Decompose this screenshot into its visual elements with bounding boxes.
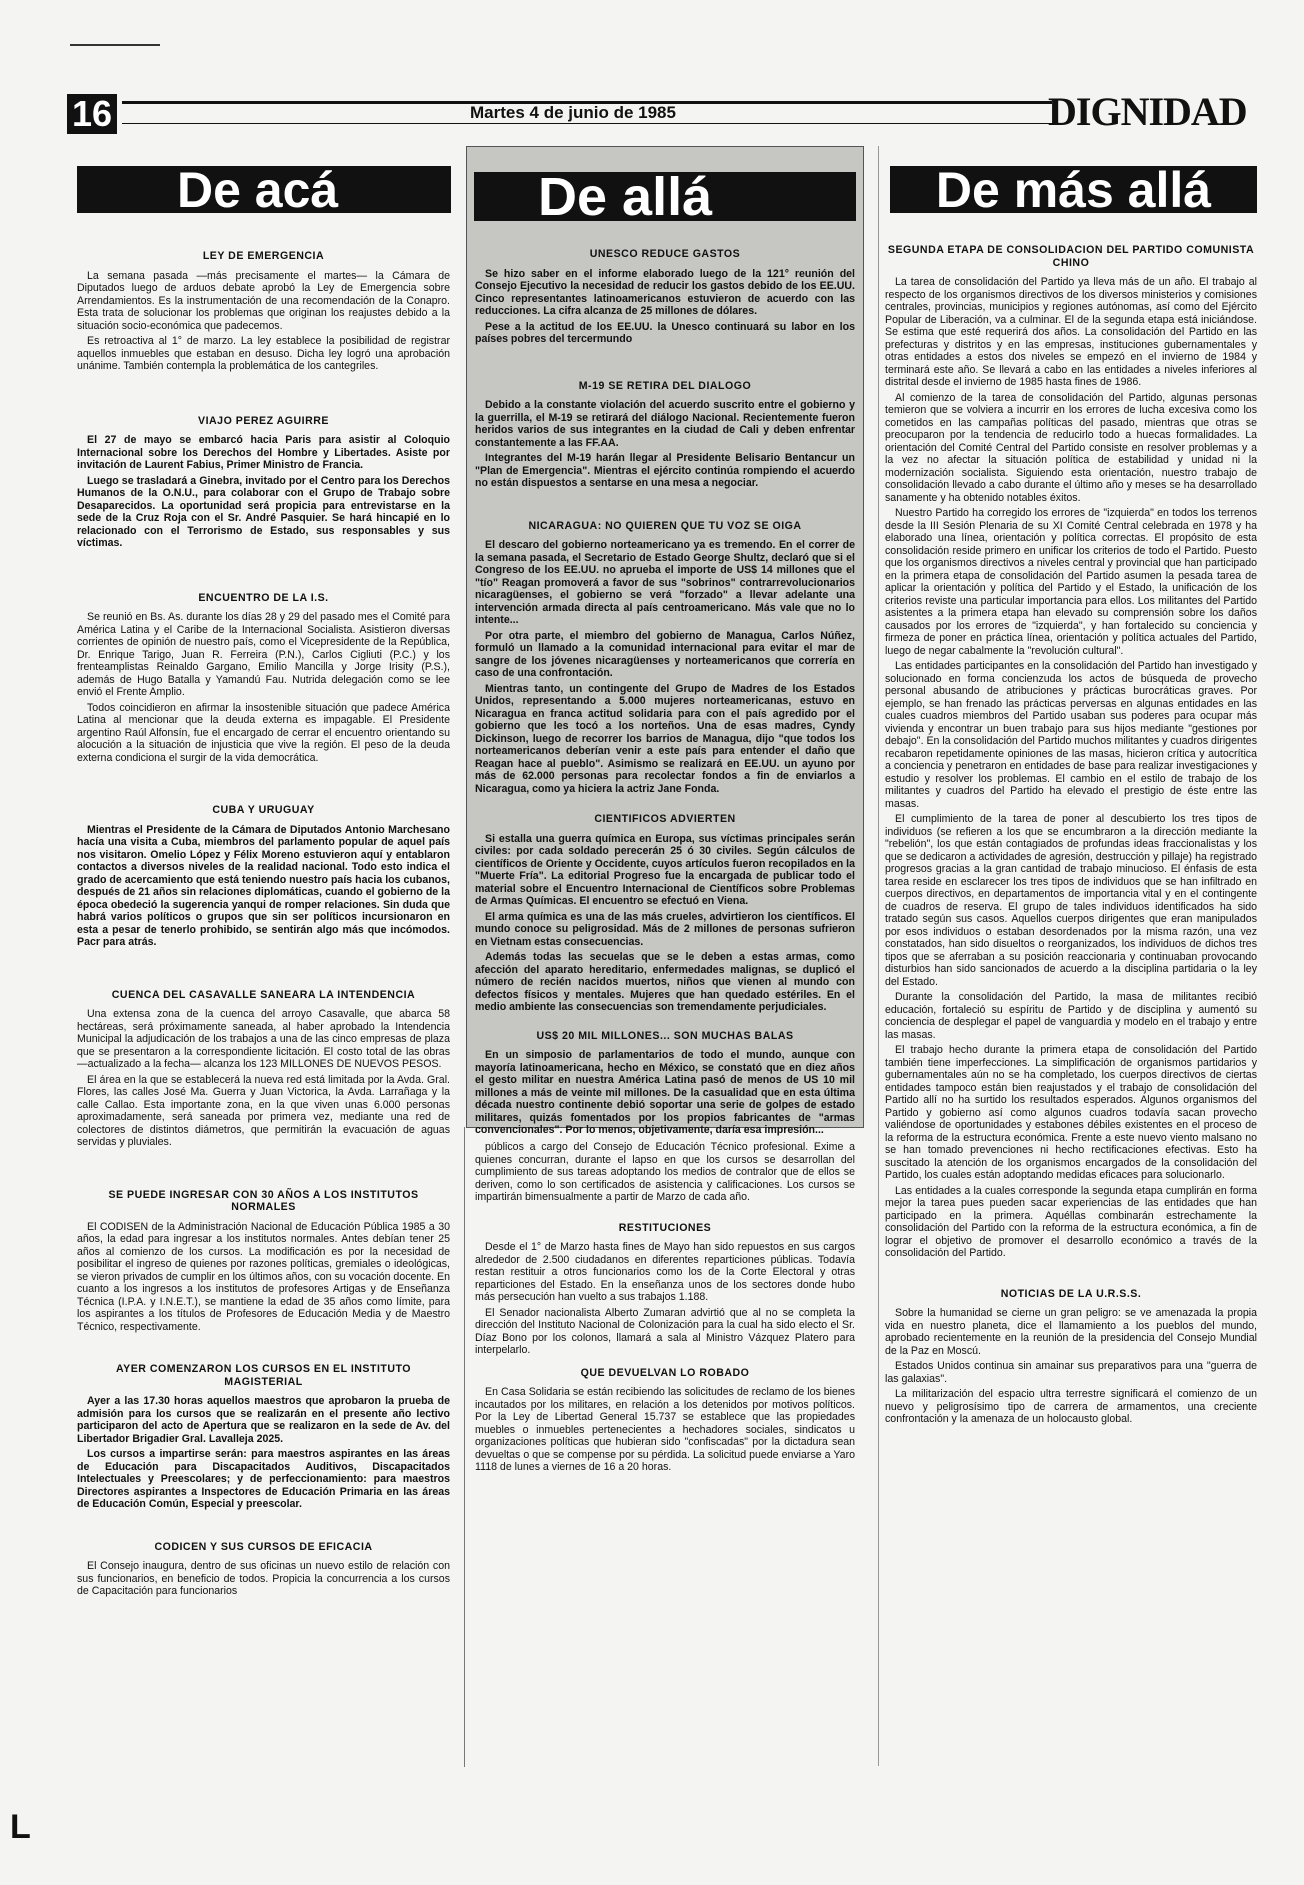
section-banner-left: De acá [77,166,451,213]
article-title: CUENCA DEL CASAVALLE SANEARA LA INTENDENCIA [111,988,416,1001]
article-paragraph: Mientras tanto, un contingente del Grupo de Madres de los Estados Unidos, representando a 5.000 mujeres norteamericanas, estuvo en Nicaragua en franca actitud solidaria para con el país agredido por el gobierno que les tocó a los norteños. Una de esas madres, Cyndy Dickinson, luego de recorrer los barrios de Managua, dijo "que todos los norteamericanos deberían venir a este país para entender el daño que Reagan hace al pueblo". Asimismo se realizará en EE.UU. un ayuno por más de 62.000 personas para recolectar fondos a fin de enviarlos a Nicaragua, como ya hiciera la actriz Jane Fonda. [475,682,855,795]
article-paragraph: La militarización del espacio ultra terrestre significará el comienzo de un nuevo y peligrosísimo tipo de carrera de armamentos, una creciente confrontación y la amenaza de un holocausto global. [885,1388,1257,1425]
article-paragraph: El arma química es una de las más crueles, advirtieron los científicos. El mundo conoce su peligrosidad. Más de 2 millones de personas sufrieron en Vietnam estas consecuencias. [475,910,855,948]
article-paragraph: El área en la que se establecerá la nueva red está limitada por la Avda. Gral. Flores, las calles José Ma. Guerra y Juan Victorica, la Avda. Larrañaga y la calle Callao. Esta importante zona, en la que viven unas 6.000 personas aproximadamente, será saneada por primera vez, mediante una red de colectores de distintos diámetros, que permitirán la evacuación de aguas servidas y pluviales. [77,1073,450,1148]
article-paragraph: Al comienzo de la tarea de consolidación del Partido, algunas personas temieron que se volviera a incurrir en los errores de lucha excesiva como los cometidos en las campañas políticas del pasado, mientras que otras se preocuparon por la tendencia de reducirlo todo a huecas formalidades. La orientación del Comité Central del Partido consiste en resolver problemas y a la vez no afectar la situación política de estabilidad y unidad ni la modernización socialista. Siguiendo esta orientación, nuestro trabajo de consolidación llevado a cabo durante el último año y meses se ha desarrollado sanamente y ha obtenido notables éxitos. [885,391,1257,504]
article-paragraph: Nuestro Partido ha corregido los errores de "izquierda" en todos los terrenos desde la III Sesión Plenaria de su XI Comité Central celebrada en 1978 y ha elaborado una línea, orientación y política correctas. El propósito de esta consolidación reside primero en unificar los criterios de todo el Partido. Puesto que los organismos directivos a niveles central y provincial que han participado en la primera etapa de consolidación del Partido asumen la pesada tarea de aplicar la orientación y política del Partido y el Estado, la unificación de los criterios reviste una particular importancia para ellos. Los militantes del Partido asistentes a la primera etapa han elevado su comprensión sobre los daños causados por los errores de "izquierda", y han fortalecido su conciencia y firmeza de poner en práctica línea, orientación y política actuales del Partido, luego de negar cabalmente la "revolución cultural". [885,507,1257,657]
article [475,520,855,796]
article-paragraph: El Senador nacionalista Alberto Zumaran advirtió que al no se completa la dirección del Instituto Nacional de Colonización para la cual ha sido electo el Sr. Díaz Bono por los colonos, llamará a sala al Ministro Vázquez Platero para interpelarlo. [475,1306,855,1356]
article-paragraph: públicos a cargo del Consejo de Educación Técnico profesional. Exime a quienes concurran, durante el lapso en que los cursos se desarrollan del cumplimiento de sus tareas adoptando los medios de contralor que de ellos se deriven, como lo son certificados de asistencia y calificaciones. Los cursos se impartirán bimensualmente a partir de Marzo de cada año. [475,1141,855,1203]
column-divider [464,1127,465,1767]
date-line: Martes 4 de junio de 1985 [470,103,676,122]
article-title: CUBA Y URUGUAY [212,804,315,816]
page-number: 16 [67,94,117,134]
article-paragraph: El CODISEN de la Administración Nacional de Educación Pública 1985 a 30 años, la edad para ingresar a los institutos normales. Antes debían tener 25 años al comienzo de los cursos. La modificación es por la necesidad de posibilitar el ingreso de quienes por razones políticas, gremiales o ideológicas, se vieron privados de cumplir en los últimos años, con su vocación docente. En cuanto a los ingresos a los institutos de profesores Artigas y de Enseñanza Técnica (I.P.A. y I.N.E.T.), se mantiene la edad de 35 años como límite, para los aspirantes a los títulos de Profesores de Educación Media y de Maestro Técnico, respectivamente. [77,1220,450,1333]
article-title: UNESCO REDUCE GASTOS [589,248,741,260]
article-paragraph: Mientras el Presidente de la Cámara de Diputados Antonio Marchesano hacía una visita a Cuba, miembros del parlamento popular de aquel país nos visitaron. Omelio López y Félix Moreno estuvieron aquí y entablaron contactos a diversos niveles de la realidad nacional. Todo esto indica el grado de acercamiento que está teniendo nuestro país hacia los cubanos, después de 21 años sin relaciones diplomáticas, cuando el gobierno de la época obedeció la sugerencia yanqui de romper relaciones. Sin duda que habrá varios políticos o grupos que sin ser políticos incursionaron en esta a pesar de tenerlo prohibido, se sentirán algo más que incómodos. Pacr para atrás. [77,823,450,948]
article-paragraph: En Casa Solidaria se están recibiendo las solicitudes de reclamo de los bienes incautados por los militares, en relación a los detenidos por motivos políticos. Por la Ley de Libertad General 15.737 se establece que las propiedades muebles o inmuebles pertenecientes a hechadores sociales, sindicatos u organizaciones políticas que hubieran sido "confiscadas" por la dictadura sean devueltas o que se compense por su pérdida. La solicitud puede enviarse a Yaro 1118 de lunes a viernes de 16 a 20 horas. [475,1386,855,1473]
article-paragraph: Además todas las secuelas que se le deben a estas armas, como afección del aparato hereditario, enfermedades malignas, se duplicó el número de recién nacidos muertos, niños que vienen al mundo con defectos físicos y mentales. Mujeres que han quedado estériles. En el medio ambiente las consecuencias son tremendamente perjudiciales. [475,951,855,1013]
article-title: QUE DEVUELVAN LO ROBADO [580,1366,750,1379]
header-rule-thin [122,123,1052,124]
article-paragraph: Las entidades a la cuales corresponde la segunda etapa cumplirán en forma mejor la tarea pues pueden sacar experiencias de las entidades que han participado en la primera. Aquéllas combinarán estrechamente la consolidación del Partido con la reforma de la estructura económica, a fin de lograr el objetivo de promover el desarrollo económico a través de la consolidación del Partido. [885,1184,1257,1259]
article-paragraph: Integrantes del M-19 harán llegar al Presidente Belisario Bentancur un "Plan de Emergencia". Mientras el ejército continúa rompiendo el acuerdo no están dispuestos a sentarse en una mesa a negociar. [475,452,855,489]
article-paragraph: Sobre la humanidad se cierne un gran peligro: se ve amenazada la propia vida en nuestro planeta, dice el llamamiento a los pueblos del mundo, aprobado recientemente en la reunión de la presidencia del Consejo Mundial de la Paz en Moscú. [885,1307,1257,1357]
article-paragraph: Luego se trasladará a Ginebra, invitado por el Centro para los Derechos Humanos de la O.N.U., para colaborar con el Grupo de Trabajo sobre Desaparecidos. La oportunidad será propicia para entrevistarse en la sede de la Cruz Roja con el Sr. André Pasquier. Se hará hincapié en lo relacionado con el Terrorismo de Estado, sus responsables y sus víctimas. [77,474,450,549]
article-paragraph: Todos coincidieron en afirmar la insostenible situación que padece América Latina al mencionar que la deuda externa es impagable. El Presidente argentino Raúl Alfonsín, fue el encargado de cerrar el encuentro orientando su alocución a la situación de injusticia que vive la región. El peso de la deuda externa condiciona el surgir de la vida democrática. [77,701,450,764]
article-title: CODICEN Y SUS CURSOS DE EFICACIA [154,1540,373,1553]
article-paragraph: El 27 de mayo se embarcó hacia Paris para asistir al Coloquio Internacional sobre los Derechos del Hombre y Libertades. Asiste por invitación de Laurent Fabius, Primer Ministro de Francia. [77,434,450,471]
article-paragraph: La semana pasada —más precisamente el martes— la Cámara de Diputados luego de arduos debate aprobó la Ley de Emergencia sobre Arrendamientos. Es la instrumentación de una recomendación de la Conapro. Esta trata de solucionar los problemas que originan los reajustes debido a la situación socio-económica que padecemos. [77,269,450,332]
left-column [77,250,450,1601]
article-paragraph: El Consejo inaugura, dentro de sus oficinas un nuevo estilo de relación con sus funcionarios, en beneficio de todos. Propicia la concurrencia a los cursos de Capacitación para funcionarios [77,1560,450,1597]
article-title: SE PUEDE INGRESAR CON 30 AÑOS A LOS INSTITUTOS NORMALES [108,1188,419,1213]
article-title: ENCUENTRO DE LA I.S. [198,591,329,604]
article [77,1541,450,1598]
article-paragraph: Pese a la actitud de los EE.UU. la Unesco continuará su labor en los países pobres del tercermundo [475,320,855,345]
article [475,1367,855,1474]
article-title: RESTITUCIONES [618,1221,712,1234]
article-title: CIENTIFICOS ADVIERTEN [594,813,736,825]
article [475,1030,855,1137]
article-paragraph: Las entidades participantes en la consolidación del Partido han investigado y solucionado en forma concienzuda los actos de búsqueda de provecho personal abusando de atribuciones y prácticas burocráticas graves. Por ejemplo, se han frenado las prácticas perversas en algunas entidades en las cuales cuadros miembros del Partido usaban sus poderes para ocupar más vivienda y encontrar un buen trabajo para sus hijos mediante "gestiones por debajo". En la consolidación del Partido muchos militantes y cuadros dirigentes recabaron repetidamente opiniones de las masas, hicieron crítica y autocrítica a conciencia y penetraron en entidades de base para realizar investigaciones y estudio y resolver los problemas. El cambio en el estilo de trabajo de los militantes y cuadros del Partido ha elevado el prestigio de éste entre las masas. [885,660,1257,810]
article [77,1189,450,1334]
article-title: US$ 20 MIL MILLONES... SON MUCHAS BALAS [536,1029,794,1042]
article-paragraph: Se reunió en Bs. As. durante los días 28 y 29 del pasado mes el Comité para América Latina y el Caribe de la Internacional Socialista. Asistieron diversas corrientes de opinión de nuestro país, como el Vicepresidente de la República, Dr. Enrique Tarigo, Juan R. Ferreira (P.N.), Carlos Cigliuti (P.C.) y los frenteamplistas Reinaldo Gargano, Emilio Mancilla y Jorge Irisity (P.S.), además de Hugo Batalla y Yamandú Fau. Nutrida delegación como se lee envió el Frente Amplio. [77,611,450,698]
article [475,248,855,346]
article [475,1222,855,1357]
article-title: NICARAGUA: NO QUIEREN QUE TU VOZ SE OIGA [528,519,802,532]
article-paragraph: Durante la consolidación del Partido, la masa de militantes recibió educación, fortaleció su espíritu de Partido y de disciplina y aumentó su conciencia de desplegar el papel de vanguardia y modelo en el trabajo y entre las masas. [885,991,1257,1041]
article-paragraph: El descaro del gobierno norteamericano ya es tremendo. En el correr de la semana pasada, el Secretario de Estado George Shultz, declaró que si el Congreso de los EE.UU. no aprueba el importe de US$ 14 millones que el "tío" Reagan promoverá a favor de sus "sobrinos" contrarrevolucionarios nicaragüenses, el gobierno se verá "forzado" a llevar adelante una intervención armada directa al país centroamericano. Más vale que no lo intente... [475,539,855,626]
middle-lower-column [475,1141,855,1477]
column-divider-right [878,146,879,1766]
article-paragraph: Los cursos a impartirse serán: para maestros aspirantes en las áreas de Educación para Discapacitados Auditivos, Discapacitados Intelectuales y Preescolares; y de perfeccionamiento: para maestros Directores aspirantes a Inspectores de Educación Primaria en las áreas de Educación Común, Especial y preescolar. [77,1448,450,1510]
article [77,989,450,1149]
article [77,415,450,550]
article-paragraph: Desde el 1° de Marzo hasta fines de Mayo han sido repuestos en sus cargos alrededor de 2.500 ciudadanos en diferentes reparticiones públicas. Todavía restan restituir a otros funcionarios como los de la Corte Electoral y otras reparticiones del Estado. En la enseñanza unos de los sectores donde hubo más persecución han vuelto a sus trabajos 1.188. [475,1241,855,1303]
article-paragraph: El trabajo hecho durante la primera etapa de consolidación del Partido también tiene imperfecciones. La simplificación de organismos partidarios y gubernamentales aún no se ha completado, los cuerpos directivos de ciertas entidades tampoco están bien reajustados y el trabajo de consolidación del Partido allí no ha surtido los resultados esperados. Algunos organismos del Partido y gobierno así como algunos cuadros todavía sacan provecho valiéndose de oportunidades y estabones débiles existentes en el proceso de la reforma de la estructura económica. Frente a este nuevo viento malsano no se han tomado prevenciones ni hecho rectificaciones efectivas. Esto ha suscitado la atención de los organismos encargados de la consolidación del Partido, los cuales están adoptando medidas eficaces para solucionarlo. [885,1044,1257,1181]
right-column [885,244,1257,1429]
article [885,244,1257,1260]
article-paragraph: En un simposio de parlamentarios de todo el mundo, aunque con mayoría latinoamericana, hecho en México, se constató que en diez años el gesto militar en nuestra América Latina pasó de menos de US 10 mil millones a más de veinte mil millones. De la casualidad que en esta última década nuestro continente debió soportar una serie de golpes de estado militares, quizás fomentados por los propios fabricantes de "armas convencionales". Por lo menos, objetivamente, daría esa impresión... [475,1049,855,1136]
article-paragraph: El cumplimiento de la tarea de poner al descubierto los tres tipos de individuos (se refieren a los que se encumbraron a la dirección mediante la "rebelión", los que están contagiados de profundas ideas fraccionalistas y los que se dedicaron a actividades de agresión, destrucción y pillaje) ha registrado progresos gracias a la gran cantidad de trabajo minucioso. El énfasis de esta tarea reside en esclarecer los tres tipos de individuos que se han infiltrado en cuerpos directivos, en departamentos de importancia vital y en el contingente de cuadros de reserva. El grupo de tales individuos identificados ha sido tratado según sus casos. Aquellos cuerpos dirigentes que eran manipulados por esos individuos o estaban desordenados por la misma razón, una vez constatados, han sido disueltos o reorganizados, los individuos de dichos tres tipos que se aferraban a su posición reaccionaria y continuaban provocando disturbios han sido sancionados de acuerdo a la disciplina partidaria o la ley del Estado. [885,813,1257,988]
article-paragraph: Por otra parte, el miembro del gobierno de Managua, Carlos Núñez, formuló un llamado a la comunidad internacional para evitar el mar de sangre de los jóvenes nicaragüenses y norteamericanos que correría en caso de una confrontación. [475,629,855,679]
top-mark [70,44,160,46]
article-paragraph: La tarea de consolidación del Partido ya lleva más de un año. El trabajo al respecto de los organismos directivos de los diversos ministerios y comisiones centrales, provincias, municipios y regiones autónomas, así como del Ejército Popular de Liberación, va a culminar. El de la segunda etapa está iniciándose. Se estima que esté requerirá dos años. La consolidación del Partido en las prefecturas y distritos y en las empresas, instituciones gubernamentales y otras entidades a estos dos niveles se empezó en el invierno de 1984 y terminará este año. Se llevará a cabo en las entidades a niveles inferiores al distrital desde el invierno de 1985 hasta fines de 1986. [885,276,1257,388]
article-paragraph: Se hizo saber en el informe elaborado luego de la 121° reunión del Consejo Ejecutivo la necesidad de reducir los gastos debido de los EE.UU. Cinco representantes latinoamericanos estuvieron de acuerdo con las reducciones. La cifra alcanza de 25 millones de dólares. [475,267,855,317]
masthead: DIGNIDAD [1048,89,1247,134]
article [77,804,450,949]
section-banner-middle: De allá [474,172,856,221]
article [475,813,855,1014]
article-paragraph: Si estalla una guerra química en Europa, sus víctimas principales serán civiles: por cada soldado perecerán 25 ó 30 civiles. Según cálculos de científicos de Oriente y Occidente, cuyos artículos fueron recopilados en la "Muerte Fría". La editorial Progreso fue la encargada de publicar todo el material sobre el Encuentro Internacional de Científicos sobre Problemas de Armas Químicas. El encuentro se efectuó en Viena. [475,832,855,907]
article [475,380,855,490]
article [77,592,450,765]
article-paragraph: Ayer a las 17.30 horas aquellos maestros que aprobaron la prueba de admisión para los cursos que se realizarán en el presente año lectivo participaron del acto de Apertura que se realizaron en la sede de Av. del Libertador Brigadier Gral. Lavalleja 2025. [77,1395,450,1445]
article [77,250,450,373]
article-title: M-19 SE RETIRA DEL DIALOGO [578,379,752,392]
article [885,1288,1257,1426]
article-paragraph: Es retroactiva al 1° de marzo. La ley establece la posibilidad de registrar aquellos inmuebles que estaban en desuso. Dicha ley logró una aprobación unánime. También contempla la problemática de los cantegriles. [77,335,450,372]
article [77,1363,450,1511]
middle-column [475,248,855,1140]
article-title: NOTICIAS DE LA U.R.S.S. [1000,1287,1142,1300]
article-title: LEY DE EMERGENCIA [202,250,325,262]
article-paragraph: Debido a la constante violación del acuerdo suscrito entre el gobierno y la guerrilla, el M-19 se retirará del diálogo Nacional. Recientemente fueron heridos varios de sus integrantes en la ciudad de Cali y deben enfrentar constantemente a las FF.AA. [475,399,855,449]
article-title: SEGUNDA ETAPA DE CONSOLIDACION DEL PARTIDO COMUNISTA CHINO [887,244,1255,269]
article [475,1141,855,1204]
article-title: VIAJO PEREZ AGUIRRE [198,414,329,427]
article-paragraph: Una extensa zona de la cuenca del arroyo Casavalle, que abarca 58 hectáreas, será próximamente saneada, al haber aprobado la Intendencia Municipal la adjudicación de los trabajos a una de las cinco empresas de plaza que se presentaron a la correspondiente licitación. El costo total de las obras —actualizado a la fecha— alcanza los 123 MILLONES DE NUEVOS PESOS. [77,1008,450,1070]
article-paragraph: Estados Unidos continua sin amainar sus preparativos para una "guerra de las galaxias". [885,1360,1257,1385]
section-banner-right: De más allá [890,166,1257,213]
article-title: AYER COMENZARON LOS CURSOS EN EL INSTITUTO MAGISTERIAL [115,1363,412,1388]
corner-mark: L [10,1808,31,1846]
